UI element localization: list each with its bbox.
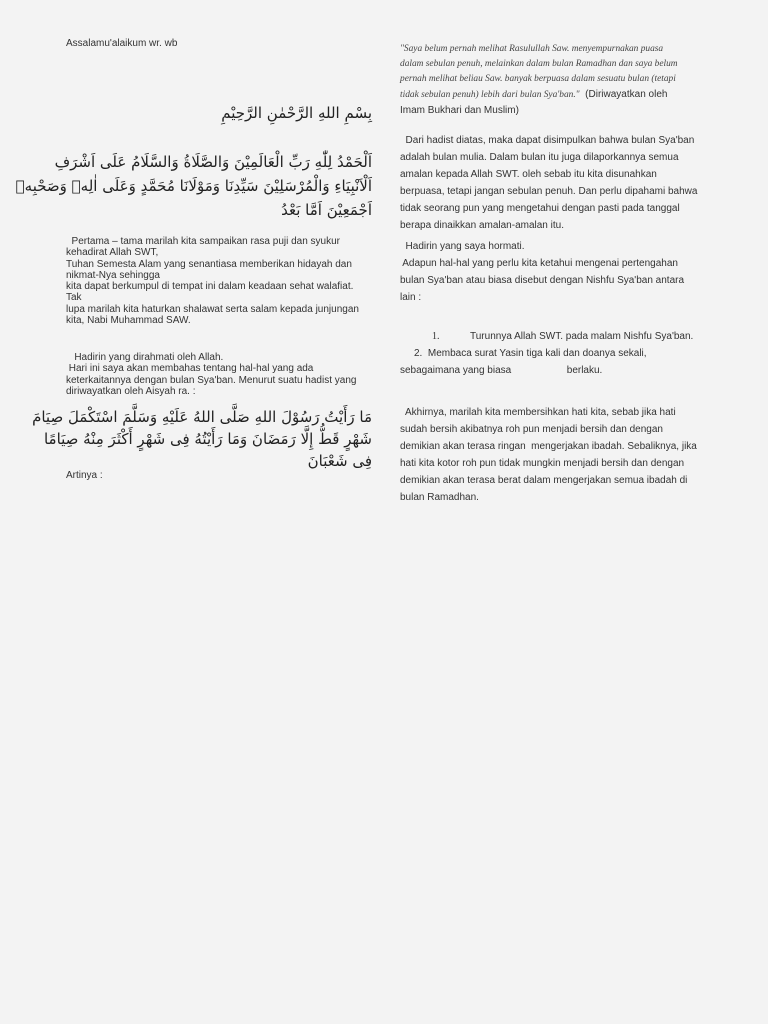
text-line: sudah bersih akibatnya roh pun menjadi bersih dan dengan <box>400 424 663 435</box>
hadith-line: مَا رَأَيْتُ رَسُوْلَ اللهِ صَلَّى اللهُ عَلَيْهِ وَسَلَّمَ اسْتَكْمَلَ صِيَامَ <box>32 408 372 426</box>
text-line: Pertama – tama marilah kita sampaikan rasa puji dan syukur <box>66 236 341 247</box>
hadith-line: فِى شَعْبَانَ <box>307 452 372 470</box>
hamdalah <box>15 150 372 222</box>
text-line: bulan Ramadhan. <box>400 492 479 503</box>
quote-line: pernah melihat beliau Saw. banyak berpuasa dalam sesuatu bulan (tetapi <box>400 74 676 84</box>
list-item-cont: sebagaimana yang biasa berlaku. <box>400 365 603 376</box>
text-line: Tuhan Semesta Alam yang senantiasa memberikan hidayah dan <box>66 258 352 270</box>
text-line: hati kita kotor roh pun tidak mungkin menjadi bersih dan dengan <box>400 458 685 469</box>
hadith-translation <box>400 42 700 118</box>
text-line: keterkaitannya dengan bulan Sya'ban. Menurut suatu hadist yang <box>66 374 357 386</box>
text-line: kehadirat Allah SWT, <box>66 247 159 259</box>
hadith-arabic <box>32 406 372 472</box>
hamdalah-line: اَجْمَعِيْنَ اَمَّا بَعْدُ <box>281 201 372 219</box>
text-line: diriwayatkan oleh Aisyah ra. : <box>66 385 196 397</box>
nishfu-list <box>400 328 700 379</box>
text-line: amalan kepada Allah SWT. oleh sebab itu kita disunahkan <box>400 169 657 180</box>
quote-line <box>400 87 700 103</box>
text-line: Hadirin yang dirahmati oleh Allah. <box>66 352 224 363</box>
text-line: Akhirnya, marilah kita membersihkan hati kita, sebab jika hati <box>400 407 676 418</box>
quote-line: dalam sebulan penuh, melainkan dalam bulan Ramadhan dan saya belum <box>400 59 678 69</box>
opening-paragraph <box>66 236 372 326</box>
list-item <box>400 328 700 345</box>
list-item: 2. Membaca surat Yasin tiga kali dan doanya sekali, <box>414 348 647 359</box>
text-line: kita dapat berkumpul di tempat ini dalam keadaan sehat walafiat. <box>66 281 354 293</box>
text-line: tidak seorang pun yang mengetahui dengan pasti pada tanggal <box>400 203 680 214</box>
text-line: Tak <box>66 292 82 304</box>
text-line: lupa marilah kita haturkan shalawat serta salam kepada junjungan <box>66 303 359 315</box>
hamdalah-line: اَلْاَنْبِيَاءِ وَالْمُرْسَلِيْنَ سَيِّدِنَا وَمَوْلَانَا مُحَمَّدٍ وَعَلَى اٰلِهٖ وَصَحْبِهٖ <box>15 177 372 195</box>
hadith-line: شَهْرٍ قَطُّ إِلَّا رَمَضَانَ وَمَا رَأَيْتُهُ فِى شَهْرٍ أَكْثَرَ مِنْهُ صِيَامًا <box>43 430 372 448</box>
text-line: kita, Nabi Muhammad SAW. <box>66 315 191 327</box>
text-line: lain : <box>400 292 422 303</box>
conclusion-paragraph <box>400 132 700 234</box>
list-text: Turunnya Allah SWT. pada malam Nishfu Sya'ban. <box>470 331 694 342</box>
text-line: Hadirin yang saya hormati. <box>400 241 525 252</box>
list-number: 1. <box>432 331 440 342</box>
translation-label: Artinya : <box>66 470 103 481</box>
topic-paragraph <box>66 352 372 397</box>
attribution: (Diriwayatkan oleh <box>579 89 668 100</box>
greeting: Assalamu'alaikum wr. wb <box>66 38 178 49</box>
text-line: demikian akan terasa berat dalam mengerjakan semua ibadah di <box>400 475 688 486</box>
closing-paragraph <box>400 404 700 506</box>
text-line: berapa dinaikkan amalan-amalan itu. <box>400 220 564 231</box>
attribution-cont: Imam Bukhari dan Muslim) <box>400 105 519 116</box>
text-line: adalah bulan mulia. Dalam bulan itu juga dilaporkannya semua <box>400 152 679 163</box>
hamdalah-line: اَلْحَمْدُ لِلّٰهِ رَبِّ الْعَالَمِيْنَ وَالصَّلَاةُ وَالسَّلَامُ عَلَى اَشْرَفِ <box>54 153 372 171</box>
text-line: nikmat-Nya sehingga <box>66 269 160 281</box>
quote-line-text: tidak sebulan penuh) lebih dari bulan Sya'ban." <box>400 90 580 100</box>
text-line: demikian akan terasa ringan mengerjakan ibadah. Sebaliknya, jika <box>400 441 697 452</box>
quote-line: "Saya belum pernah melihat Rasulullah Saw. menyempurnakan puasa <box>400 44 664 54</box>
basmalah: بِسْمِ اللهِ الرَّحْمٰنِ الرَّحِيْمِ <box>221 104 372 122</box>
text-line: Dari hadist diatas, maka dapat disimpulkan bahwa bulan Sya'ban <box>400 135 695 146</box>
text-line: bulan Sya'ban atau biasa disebut dengan Nishfu Sya'ban antara <box>400 275 685 286</box>
text-line: Hari ini saya akan membahas tentang hal-hal yang ada <box>66 363 314 375</box>
nishfu-paragraph <box>400 238 700 306</box>
text-line: Adapun hal-hal yang perlu kita ketahui mengenai pertengahan <box>400 258 678 269</box>
text-line: berpuasa, tetapi jangan sebulan penuh. Dan perlu dipahami bahwa <box>400 186 698 197</box>
